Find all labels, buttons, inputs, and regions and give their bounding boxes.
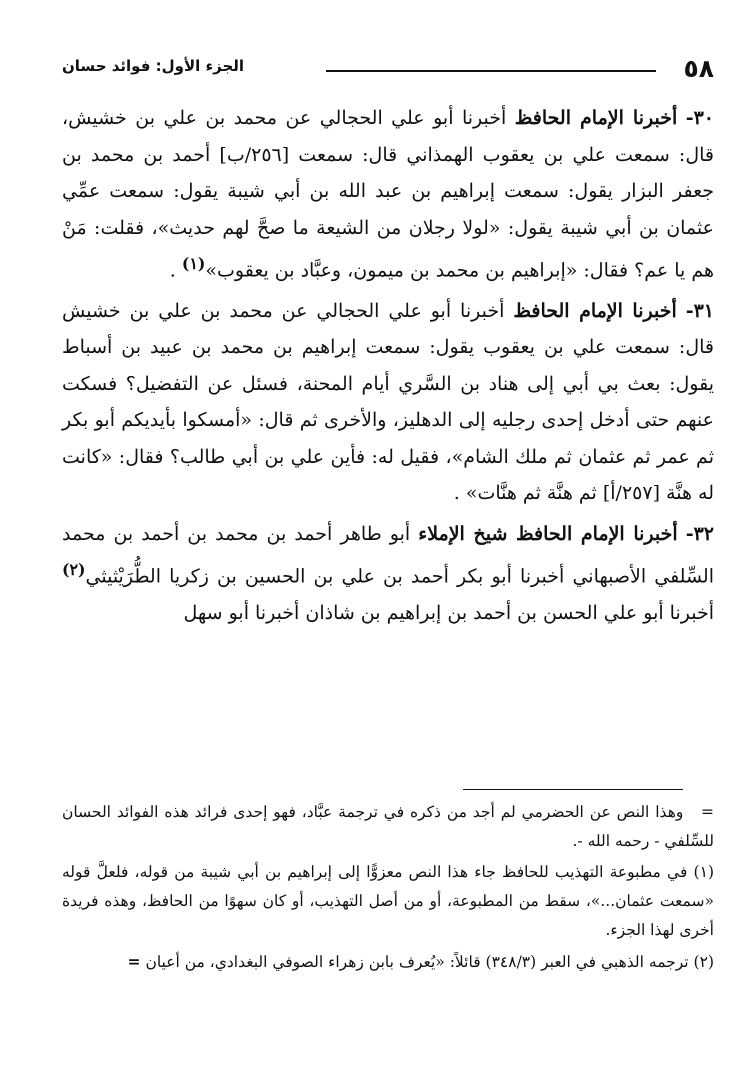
footnote-text: في مطبوعة التهذيب للحافظ جاء هذا النص معزوًّا إلى إبراهيم بن أبي شيبة من قوله، فلعلَّ قوله «سمعت عثمان...»، سقط من المطبوعة، أو من أصل التهذيب، أو كان سهوًا من الحافظ، وهذه فريدة أخرى لهذا الجزء. xyxy=(62,863,714,939)
hadith-text-continued: أخبرنا أبو علي الحسن بن أحمد بن إبراهيم بن شاذان أخبرنا أبو سهل xyxy=(183,602,714,625)
hadith-lead: أخبرنا الإمام الحافظ xyxy=(513,299,677,322)
footnote-1 xyxy=(62,858,714,945)
footnote-2 xyxy=(62,947,714,977)
footnotes xyxy=(62,798,714,979)
continuation-mark: = xyxy=(127,952,141,971)
hadith-31 xyxy=(62,293,714,512)
running-head: الجزء الأول: فوائد حسان xyxy=(62,57,245,75)
hadith-number: ٣٢- xyxy=(685,522,715,545)
main-text xyxy=(62,100,714,636)
footnote-continued xyxy=(62,798,714,856)
footnote-mark: = xyxy=(701,803,714,821)
hadith-lead: أخبرنا الإمام الحافظ xyxy=(514,107,678,129)
hadith-text: أبو طاهر أحمد بن محمد بن أحمد بن محمد السِّلفي الأصبهاني أخبرنا أبو بكر أحمد بن علي بن الحسين بن زكريا الطُّرَيْثيثي xyxy=(62,522,714,588)
hadith-number: ٣٠- xyxy=(685,107,715,129)
footnote-rule xyxy=(463,789,683,790)
hadith-end: . xyxy=(453,482,460,505)
hadith-32 xyxy=(62,516,714,632)
footnote-text: ترجمه الذهبي في العبر (٣٤٨/٣) قائلاً: «يُعرف بابن زهراء الصوفي البغدادي، من أعيان xyxy=(145,953,689,971)
footnote-ref: (١) xyxy=(181,254,206,273)
footnote-mark: (١) xyxy=(693,863,714,881)
footnote-ref: (٢) xyxy=(62,560,86,580)
footnote-text: وهذا النص عن الحضرمي لم أجد من ذكره في ترجمة عبَّاد، فهو إحدى فرائد هذه الفوائد الحسان للسِّلفي - رحمه الله -. xyxy=(62,803,714,850)
hadith-text: أخبرنا أبو علي الحجالي عن محمد بن علي بن خشيش، قال: سمعت علي بن يعقوب الهمذاني قال: سمعت [٢٥٦/ب] أحمد بن محمد بن جعفر البزار يقول: سمعت إبراهيم بن عبد الله بن أبي شيبة يقول: سمعت عمِّي عثمان بن أبي شيبة يقول: «لولا رجلان من الشيعة ما صحَّ لهم حديث»، فقلت: مَنْ هم يا عم؟ فقال: «إبراهيم بن محمد بن ميمون، وعبَّاد بن يعقوب» xyxy=(62,107,714,282)
hadith-lead: أخبرنا الإمام الحافظ شيخ الإملاء xyxy=(418,522,678,545)
hadith-text: أخبرنا أبو علي الحجالي عن محمد بن علي بن خشيش قال: سمعت علي بن يعقوب يقول: سمعت إبراهيم بن محمد بن عبيد بن أسباط يقول: بعث بي أبي إلى هناد بن السَّري أيام المحنة، فسئل عن التفضيل؟ فسكت عنهم حتى أدخل إحدى رجليه إلى الدهليز، والأخرى ثم قال: «أمسكوا بأيديكم أبو بكر ثم عمر ثم عثمان ثم ملك الشام»، فقيل له: فأين علي بن أبي طالب؟ فقال: «كانت له هنَّة [٢٥٧/أ] ثم هنَّة ثم هنَّات» xyxy=(62,299,714,505)
hadith-end: . xyxy=(169,259,176,282)
header-rule xyxy=(326,70,656,72)
hadith-30 xyxy=(62,100,714,289)
hadith-number: ٣١- xyxy=(685,299,714,322)
page-number: ٥٨ xyxy=(683,54,714,83)
footnote-mark: (٢) xyxy=(693,953,714,971)
page-header xyxy=(62,50,714,90)
